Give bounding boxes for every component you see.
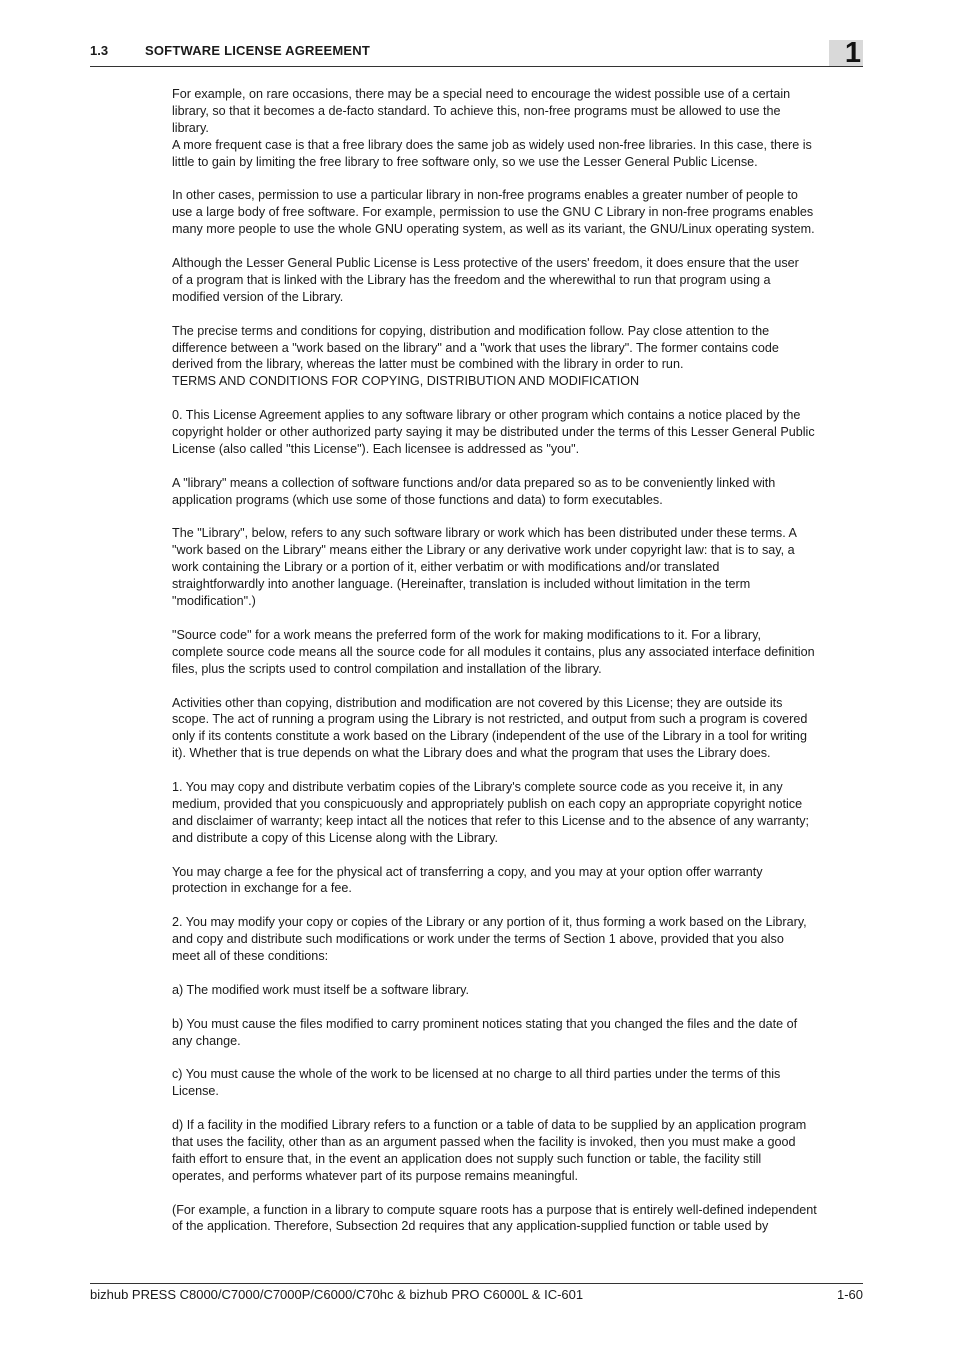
chapter-tab <box>829 37 863 69</box>
paragraph: Activities other than copying, distribution and modification are not covered by this License; they are outside its scope. The act of running a program using the Library is not restricted, and output from such a program is covered only if its contents constitute a work based on the Library (independent of the use of the Library in a tool for writing it). Whether that is true depends on what the Library does and what the program that uses the Library does. <box>172 695 808 761</box>
paragraph: For example, on rare occasions, there may be a special need to encourage the widest possible use of a certain library, so that it becomes a de-facto standard. To achieve this, non-free programs must be allowed to use the library. <box>172 87 791 135</box>
paragraph: In other cases, permission to use a particular library in non-free programs enables a greater number of people to use a large body of free software. For example, permission to use the GNU C Library in non-free programs enables many more people to use the whole GNU operating system, as well as its variant, the GNU/Linux operating system. <box>172 188 815 237</box>
document-body <box>172 86 864 1235</box>
paragraph: The precise terms and conditions for copying, distribution and modification follow. Pay close attention to the difference between a "work based on the library" and a "work that uses the library". The former contains code derived from the library, whereas the latter must be combined with the library in order to run. <box>172 323 779 372</box>
paragraph: 1. You may copy and distribute verbatim copies of the Library's complete source code as you receive it, in any medium, provided that you conspicuously and appropriately publish on each copy an appropriate copyright notice and disclaimer of warranty; keep intact all the notices that refer to this License and to the absence of any warranty; and distribute a copy of this License along with the Library. <box>172 780 810 845</box>
page-number: 1-60 <box>836 1287 863 1302</box>
terms-heading: TERMS AND CONDITIONS FOR COPYING, DISTRIBUTION AND MODIFICATION <box>172 374 640 389</box>
paragraph: b) You must cause the files modified to carry prominent notices stating that you changed the files and the date of any change. <box>172 1016 798 1048</box>
paragraph: A "library" means a collection of software functions and/or data prepared so as to be conveniently linked with application programs (which use some of those functions and data) to form executables. <box>172 475 776 507</box>
chapter-number: 1 <box>844 37 861 69</box>
paragraph: a) The modified work must itself be a software library. <box>172 982 469 997</box>
paragraph: You may charge a fee for the physical act of transferring a copy, and you may at your option offer warranty protection in exchange for a fee. <box>172 864 763 896</box>
paragraph: 2. You may modify your copy or copies of the Library or any portion of it, thus forming a work based on the Library, and copy and distribute such modifications or work under the terms of Section 1 above, provided that you also meet all of these conditions: <box>172 915 807 964</box>
paragraph: c) You must cause the whole of the work to be licensed at no charge to all third parties under the terms of this License. <box>172 1067 781 1099</box>
section-number: 1.3 <box>90 43 109 58</box>
paragraph: The "Library", below, refers to any such software library or work which has been distributed under these terms. A "work based on the Library" means either the Library or any derivative work under copyright law: that is to say, a work containing the Library or a portion of it, either verbatim or with modifications and/or translated straightforwardly into another language. (Hereinafter, translation is included without limitation in the term "modification".) <box>172 526 797 609</box>
paragraph: "Source code" for a work means the preferred form of the work for making modifications to it. For a library, complete source code means all the source code for all modules it contains, plus any associated interface definition files, plus the scripts used to control compilation and installation of the library. <box>172 627 815 676</box>
paragraph: A more frequent case is that a free library does the same job as widely used non-free libraries. In this case, there is little to gain by limiting the free library to free software only, so we use the Lesser General Public License. <box>172 137 812 169</box>
section-title: SOFTWARE LICENSE AGREEMENT <box>145 43 371 58</box>
paragraph: (For example, a function in a library to compute square roots has a purpose that is entirely well-defined independent of the application. Therefore, Subsection 2d requires that any application-supplied function or table used by <box>172 1202 817 1234</box>
paragraph: 0. This License Agreement applies to any software library or other program which contains a notice placed by the copyright holder or other authorized party saying it may be distributed under the terms of this Lesser General Public License (also called "this License"). Each licensee is addressed as "you". <box>172 408 815 456</box>
paragraph: Although the Lesser General Public License is Less protective of the users' freedom, it does ensure that the user of a program that is linked with the Library has the freedom and the wherewithal to run that program using a modified version of the Library. <box>172 256 799 304</box>
page-footer <box>90 1283 863 1307</box>
product-name: bizhub PRESS C8000/C7000/C7000P/C6000/C70hc & bizhub PRO C6000L & IC-601 <box>90 1287 584 1302</box>
page-header <box>90 38 863 67</box>
paragraph: d) If a facility in the modified Library refers to a function or a table of data to be supplied by an application program that uses the facility, other than as an argument passed when the facility is invoked, then you must make a good faith effort to ensure that, in the event an application does not supply such function or table, the facility still operates, and performs whatever part of its purpose remains meaningful. <box>172 1118 807 1183</box>
